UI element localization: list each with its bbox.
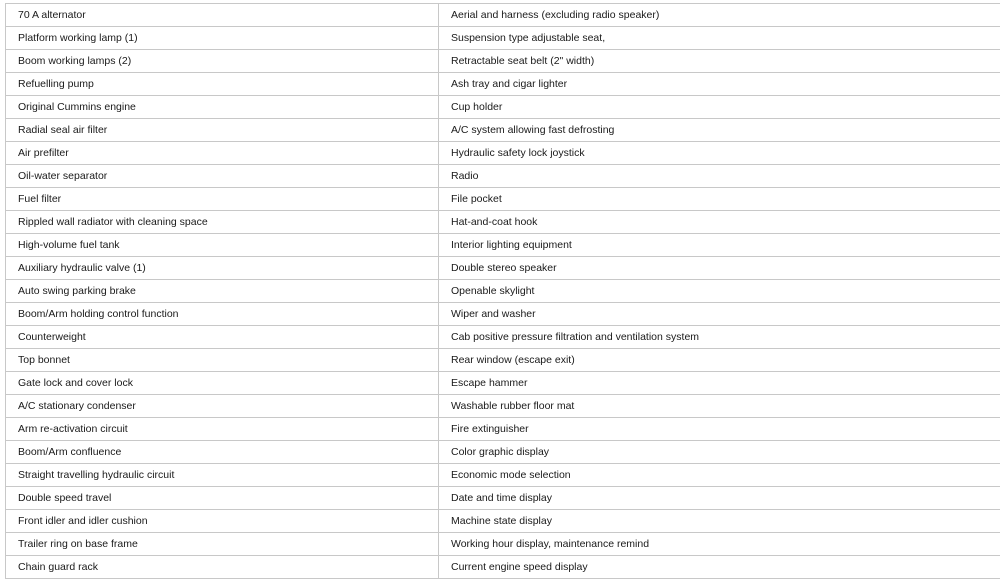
table-cell-right: Current engine speed display [439, 556, 1000, 579]
table-row [6, 395, 1000, 418]
table-cell-right: Ash tray and cigar lighter [439, 73, 1000, 96]
table-row [6, 510, 1000, 533]
table-row [6, 303, 1000, 326]
table-cell-left: A/C stationary condenser [6, 395, 439, 418]
table-cell-left: Boom working lamps (2) [6, 50, 439, 73]
table-cell-right: Suspension type adjustable seat, [439, 27, 1000, 50]
table-row [6, 441, 1000, 464]
table-row [6, 142, 1000, 165]
table-cell-right: Cup holder [439, 96, 1000, 119]
table-cell-left: Air prefilter [6, 142, 439, 165]
table-row [6, 326, 1000, 349]
table-cell-left: Counterweight [6, 326, 439, 349]
table-cell-left: Trailer ring on base frame [6, 533, 439, 556]
table-row [6, 556, 1000, 579]
table-row [6, 188, 1000, 211]
table-cell-right: Hat-and-coat hook [439, 211, 1000, 234]
table-cell-right: Aerial and harness (excluding radio speaker) [439, 4, 1000, 27]
table-cell-left: Auto swing parking brake [6, 280, 439, 303]
table-cell-right: Interior lighting equipment [439, 234, 1000, 257]
table-row [6, 257, 1000, 280]
table-row [6, 487, 1000, 510]
table-row [6, 50, 1000, 73]
table-cell-left: Refuelling pump [6, 73, 439, 96]
table-cell-left: Arm re-activation circuit [6, 418, 439, 441]
table-cell-left: Chain guard rack [6, 556, 439, 579]
table-row [6, 4, 1000, 27]
table-cell-right: Rear window (escape exit) [439, 349, 1000, 372]
table-cell-right: Wiper and washer [439, 303, 1000, 326]
table-row [6, 165, 1000, 188]
table-cell-right: A/C system allowing fast defrosting [439, 119, 1000, 142]
table-cell-left: Rippled wall radiator with cleaning space [6, 211, 439, 234]
table-cell-left: Front idler and idler cushion [6, 510, 439, 533]
table-cell-left: Top bonnet [6, 349, 439, 372]
table-row [6, 119, 1000, 142]
table-row [6, 418, 1000, 441]
table-cell-right: Date and time display [439, 487, 1000, 510]
table-cell-right: Hydraulic safety lock joystick [439, 142, 1000, 165]
table-cell-right: Fire extinguisher [439, 418, 1000, 441]
table-cell-left: Fuel filter [6, 188, 439, 211]
table-cell-right: Machine state display [439, 510, 1000, 533]
table-row [6, 96, 1000, 119]
table-row [6, 533, 1000, 556]
table-cell-left: Auxiliary hydraulic valve (1) [6, 257, 439, 280]
table-row [6, 464, 1000, 487]
table-cell-right: File pocket [439, 188, 1000, 211]
table-cell-left: High-volume fuel tank [6, 234, 439, 257]
table-cell-left: Radial seal air filter [6, 119, 439, 142]
table-cell-right: Working hour display, maintenance remind [439, 533, 1000, 556]
table-cell-left: Double speed travel [6, 487, 439, 510]
table-row [6, 349, 1000, 372]
equipment-table-container [5, 3, 997, 579]
table-row [6, 234, 1000, 257]
table-cell-left: Gate lock and cover lock [6, 372, 439, 395]
equipment-table-body [6, 4, 1000, 579]
table-cell-left: Boom/Arm holding control function [6, 303, 439, 326]
table-row [6, 73, 1000, 96]
table-cell-right: Openable skylight [439, 280, 1000, 303]
table-row [6, 211, 1000, 234]
table-row [6, 280, 1000, 303]
table-row [6, 372, 1000, 395]
table-cell-left: 70 A alternator [6, 4, 439, 27]
table-cell-right: Washable rubber floor mat [439, 395, 1000, 418]
table-cell-left: Platform working lamp (1) [6, 27, 439, 50]
table-cell-left: Oil-water separator [6, 165, 439, 188]
table-cell-right: Color graphic display [439, 441, 1000, 464]
table-cell-left: Straight travelling hydraulic circuit [6, 464, 439, 487]
table-cell-right: Economic mode selection [439, 464, 1000, 487]
table-cell-right: Radio [439, 165, 1000, 188]
table-cell-left: Boom/Arm confluence [6, 441, 439, 464]
table-row [6, 27, 1000, 50]
table-cell-right: Retractable seat belt (2" width) [439, 50, 1000, 73]
table-cell-right: Escape hammer [439, 372, 1000, 395]
equipment-table [5, 3, 1000, 579]
table-cell-right: Double stereo speaker [439, 257, 1000, 280]
table-cell-left: Original Cummins engine [6, 96, 439, 119]
table-cell-right: Cab positive pressure filtration and ventilation system [439, 326, 1000, 349]
